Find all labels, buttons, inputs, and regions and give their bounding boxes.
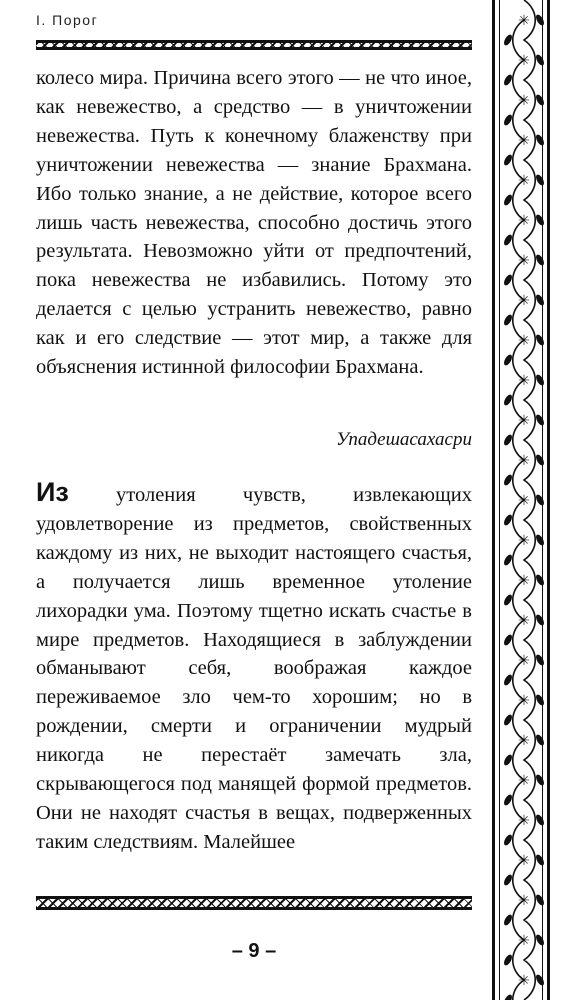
leaf-icon bbox=[502, 313, 513, 326]
star-flower-icon: ✳ bbox=[518, 53, 530, 69]
quote-attribution: Упадешасахасри bbox=[336, 429, 472, 450]
paragraph-1: колесо мира. Причина всего этого — не что иное, как невежество, а средство — в уничтожении невежества. Путь к конечному блаженству при уничтожении невежества — знание Брахмана. Ибо только знание, а не действие, которое всего лишь часть невежества, способно достичь этого результата. Невозможно уйти от предпочтений, пока невежества не избавились. Потому это делается с целью устранить невежество, равно как и его следствие — этот мир, а также для объяснения истинной философии Брахмана. bbox=[36, 67, 472, 379]
leaf-icon bbox=[534, 53, 545, 66]
leaf-icon bbox=[534, 333, 545, 346]
leaf-icon bbox=[502, 513, 513, 526]
star-flower-icon: ✳ bbox=[518, 253, 530, 269]
leaf-icon bbox=[534, 733, 545, 746]
leaf-icon bbox=[502, 553, 513, 566]
leaf-icon bbox=[502, 473, 513, 486]
star-flower-icon: ✳ bbox=[518, 973, 530, 989]
star-flower-icon: ✳ bbox=[518, 373, 530, 389]
star-flower-icon: ✳ bbox=[518, 13, 530, 29]
leaf-icon bbox=[502, 993, 513, 1000]
leaf-icon bbox=[502, 113, 513, 126]
leaf-icon bbox=[534, 533, 545, 546]
star-flower-icon: ✳ bbox=[518, 333, 530, 349]
leaf-icon bbox=[534, 573, 545, 586]
star-flower-icon: ✳ bbox=[518, 653, 530, 669]
leaf-icon bbox=[534, 13, 545, 26]
leaf-icon bbox=[502, 793, 513, 806]
leaf-icon bbox=[502, 833, 513, 846]
leaf-icon bbox=[534, 453, 545, 466]
top-ornamental-rule bbox=[36, 40, 472, 50]
star-flower-icon: ✳ bbox=[518, 613, 530, 629]
leaf-icon bbox=[534, 93, 545, 106]
leaf-icon bbox=[534, 933, 545, 946]
leaf-icon bbox=[534, 413, 545, 426]
page-number: – 9 – bbox=[231, 940, 277, 962]
star-flower-icon: ✳ bbox=[518, 933, 530, 949]
star-flower-icon: ✳ bbox=[518, 693, 530, 709]
leaf-icon bbox=[534, 893, 545, 906]
leaf-icon bbox=[502, 593, 513, 606]
leaf-icon bbox=[502, 273, 513, 286]
leaf-icon bbox=[502, 673, 513, 686]
leaf-icon bbox=[502, 193, 513, 206]
star-flower-icon: ✳ bbox=[518, 853, 530, 869]
leaf-icon bbox=[534, 853, 545, 866]
leaf-icon bbox=[502, 33, 513, 46]
leaf-icon bbox=[502, 233, 513, 246]
leaf-icon bbox=[502, 753, 513, 766]
leaf-icon bbox=[534, 373, 545, 386]
star-flower-icon: ✳ bbox=[518, 573, 530, 589]
leaf-icon bbox=[502, 353, 513, 366]
leaf-icon bbox=[534, 253, 545, 266]
leaf-icon bbox=[502, 873, 513, 886]
star-flower-icon: ✳ bbox=[518, 493, 530, 509]
star-flower-icon: ✳ bbox=[518, 773, 530, 789]
star-flower-icon: ✳ bbox=[518, 893, 530, 909]
leaf-icon bbox=[502, 73, 513, 86]
leaf-icon bbox=[534, 133, 545, 146]
leaf-icon bbox=[534, 613, 545, 626]
leaf-icon bbox=[534, 213, 545, 226]
leaf-icon bbox=[534, 653, 545, 666]
running-head: I. Порог bbox=[36, 12, 99, 28]
leaf-icon bbox=[502, 713, 513, 726]
star-flower-icon: ✳ bbox=[518, 173, 530, 189]
leaf-icon bbox=[502, 913, 513, 926]
leaf-icon bbox=[534, 293, 545, 306]
leaf-icon bbox=[534, 973, 545, 986]
paragraph-2-text: утоления чувств, извлекающих удовлетворение из предметов, свойственных каждому из них, не выходит настоящего счастья, а получается лишь временное утоление лихорадки ума. Поэтому тщетно искать счастье в мире предметов. Находящиеся в заблуждении обманывают себя, воображая каждое переживаемое зло чем-то хорошим; но в рождении, смерти и ограничении мудрый никогда не перестаёт замечать зла, скрывающегося под манящей формой предметов. Они не находят счастья в вещах, подверженных таким следствиям. Малейшее bbox=[36, 484, 472, 853]
leaf-icon bbox=[502, 393, 513, 406]
star-flower-icon: ✳ bbox=[518, 133, 530, 149]
star-flower-icon: ✳ bbox=[518, 813, 530, 829]
star-flower-icon: ✳ bbox=[518, 413, 530, 429]
star-flower-icon: ✳ bbox=[518, 733, 530, 749]
leaf-icon bbox=[502, 953, 513, 966]
star-flower-icon: ✳ bbox=[518, 213, 530, 229]
bottom-ornamental-rule bbox=[36, 896, 472, 910]
ornamental-side-border bbox=[492, 0, 550, 1000]
leaf-icon bbox=[534, 693, 545, 706]
leaf-icon bbox=[534, 173, 545, 186]
paragraph-2 bbox=[36, 478, 472, 857]
star-flower-icon: ✳ bbox=[518, 453, 530, 469]
leaf-icon bbox=[534, 773, 545, 786]
star-flower-icon: ✳ bbox=[518, 533, 530, 549]
leaf-icon bbox=[534, 493, 545, 506]
leaf-icon bbox=[534, 813, 545, 826]
drop-cap: Из bbox=[36, 477, 69, 507]
star-flower-icon: ✳ bbox=[518, 293, 530, 309]
star-flower-icon: ✳ bbox=[518, 93, 530, 109]
leaf-icon bbox=[502, 433, 513, 446]
floral-vine-ornament bbox=[495, 0, 550, 1000]
leaf-icon bbox=[502, 153, 513, 166]
leaf-icon bbox=[502, 633, 513, 646]
